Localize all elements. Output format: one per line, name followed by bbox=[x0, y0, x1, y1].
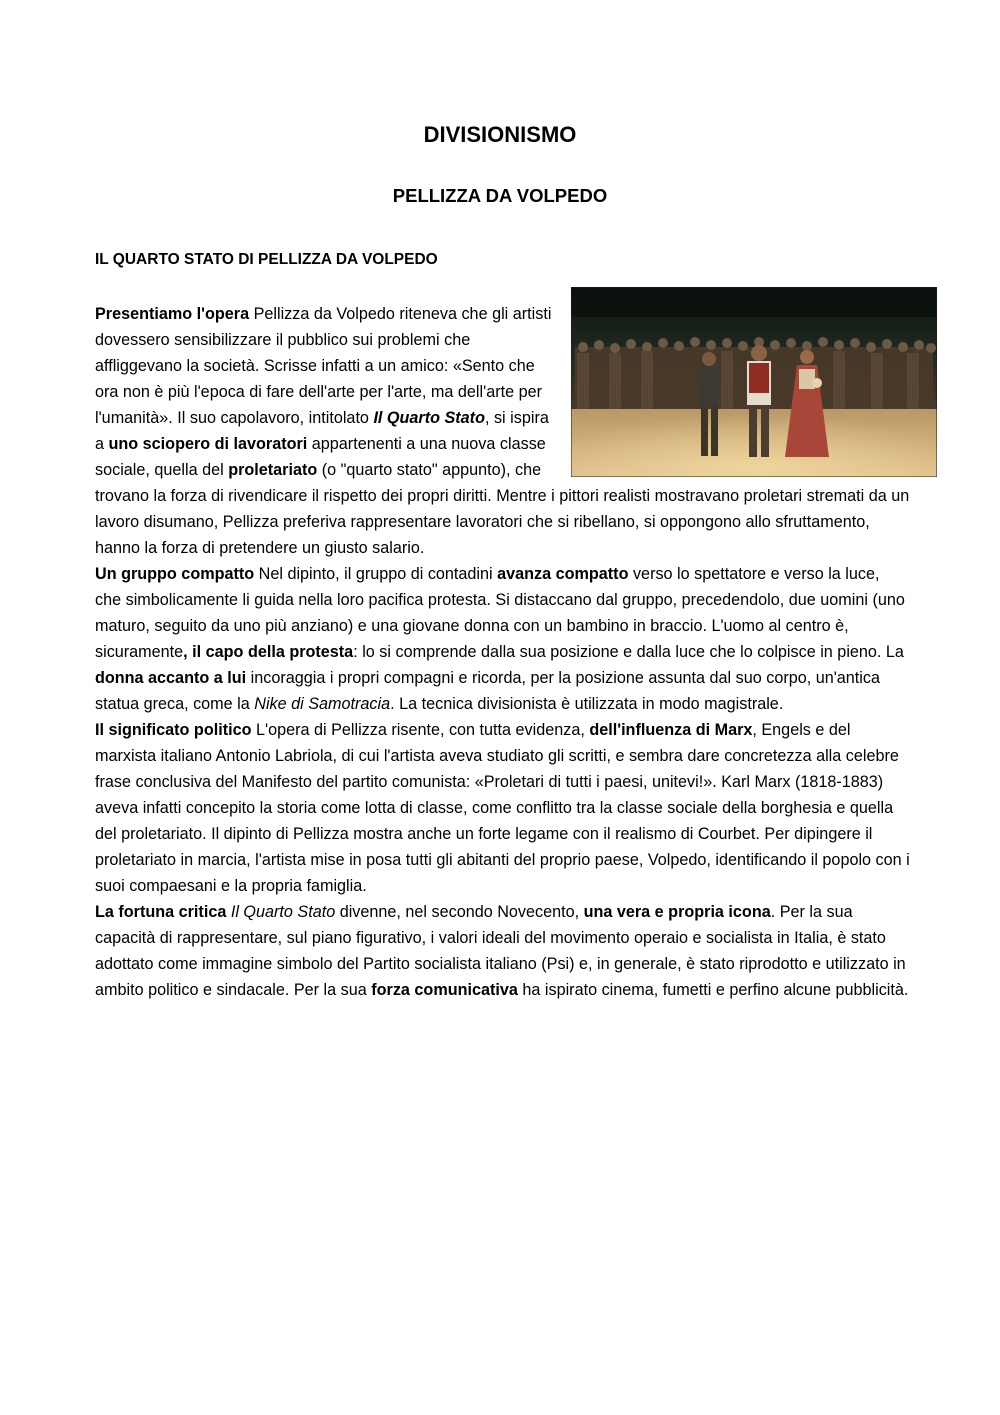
lead-gruppo-compatto: Un gruppo compatto bbox=[95, 565, 255, 583]
text-span: , Engels e del marxista italiano Antonio Labriola, di cui l'artista aveva studiato gli scritti, e sembra dare concretezza alla celebre frase conclusiva del Manifesto del partito comunista: «Proletari di tutti i paesi, unitevi!». Karl Marx (1818-1883) aveva infatti concepito la storia come lotta di classe, come conflitto tra la classe sociale della borghesia e quella del proletariato. Il dipinto di Pellizza mostra anche un forte legame con il realismo di Courbet. Per dipingere il proletariato in marcia, l'artista mise in posa tutti gli abitanti del proprio paese, Volpedo, identificando il popolo con i suoi compaesani e la propria famiglia. bbox=[95, 721, 910, 895]
bold-span: dell'influenza di Marx bbox=[589, 721, 753, 739]
bold-span: donna accanto a lui bbox=[95, 669, 247, 687]
text-span: . Per la sua capacità di rappresentare, sul piano figurativo, i valori ideali del movimento operaio e socialista in Italia, è stato adottato come immagine simbolo del Partito socialista italiano (Psi) e, in generale, è stato riprodotto e utilizzato in ambito politico e sindacale. Per la sua bbox=[95, 903, 906, 999]
text-span: Pellizza da Volpedo riteneva che gli artisti dovessero sensibilizzare il pubblico sui problemi che affliggevano la società. Scrisse infatti a un amico: «Sento che ora non è più l'epoca di fare dell'arte per l'arte, ma dell'arte per l'umanità». Il suo capolavoro, intitolato bbox=[95, 305, 552, 427]
paragraph-significato-politico bbox=[95, 717, 910, 899]
page-title: DIVISIONISMO bbox=[423, 122, 577, 147]
text-span: Nel dipinto, il gruppo di contadini bbox=[254, 565, 498, 583]
quarto-stato-painting bbox=[571, 287, 937, 477]
text-span: appartenenti a una nuova classe sociale, quella del bbox=[95, 435, 546, 479]
italic-span: Il Quarto Stato bbox=[230, 903, 336, 921]
lead-significato-politico: Il significato politico bbox=[95, 721, 252, 739]
text-span: (o "quarto stato" appunto), che trovano la forza di rivendicare il rispetto dei propri diritti. Mentre i pittori realisti mostravano proletari stremati da un lavoro disumano, Pellizza preferiva rappresentare lavoratori che si ribellano, si oppongono allo sfruttamento, hanno la forza di pretendere un giusto salario. bbox=[95, 461, 910, 557]
bold-span: proletariato bbox=[228, 461, 318, 479]
lead-presentiamo: Presentiamo l'opera bbox=[95, 305, 250, 323]
bold-span: forza comunicativa bbox=[371, 981, 518, 999]
lead-fortuna-critica: La fortuna critica bbox=[95, 903, 227, 921]
paragraph-gruppo-compatto bbox=[95, 561, 910, 717]
paragraph-fortuna-critica bbox=[95, 899, 910, 1003]
text-span: : lo si comprende dalla sua posizione e dalla luce che lo colpisce in pieno. La bbox=[353, 643, 904, 661]
text-span: , si ispira a bbox=[95, 409, 549, 453]
article-body bbox=[95, 301, 910, 1003]
section-heading: IL QUARTO STATO DI PELLIZZA DA VOLPEDO bbox=[95, 251, 438, 268]
text-span: L'opera di Pellizza risente, con tutta evidenza, bbox=[251, 721, 590, 739]
text-span: . La tecnica divisionista è utilizzata in modo magistrale. bbox=[390, 695, 784, 713]
text-span: divenne, nel secondo Novecento, bbox=[335, 903, 584, 921]
bold-span: una vera e propria icona bbox=[583, 903, 771, 921]
text-span: verso lo spettatore e verso la luce, che simbolicamente li guida nella loro pacifica protesta. Si distaccano dal gruppo, precedendolo, due uomini (uno maturo, seguito da uno più anziano) e una giovane donna con un bambino in braccio. L'uomo al centro è, sicuramente bbox=[95, 565, 905, 661]
work-title: Il Quarto Stato bbox=[373, 409, 485, 427]
text-span: ha ispirato cinema, fumetti e perfino alcune pubblicità. bbox=[517, 981, 909, 999]
bold-span: uno sciopero di lavoratori bbox=[108, 435, 308, 453]
painting-image bbox=[571, 287, 937, 477]
bold-span: avanza compatto bbox=[497, 565, 629, 583]
page-subtitle: PELLIZZA DA VOLPEDO bbox=[392, 185, 608, 206]
italic-span: Nike di Samotracia bbox=[254, 695, 391, 713]
bold-span: , il capo della protesta bbox=[183, 643, 354, 661]
text-span: incoraggia i propri compagni e ricorda, per la posizione assunta dal suo corpo, un'antica statua greca, come la bbox=[95, 669, 880, 713]
